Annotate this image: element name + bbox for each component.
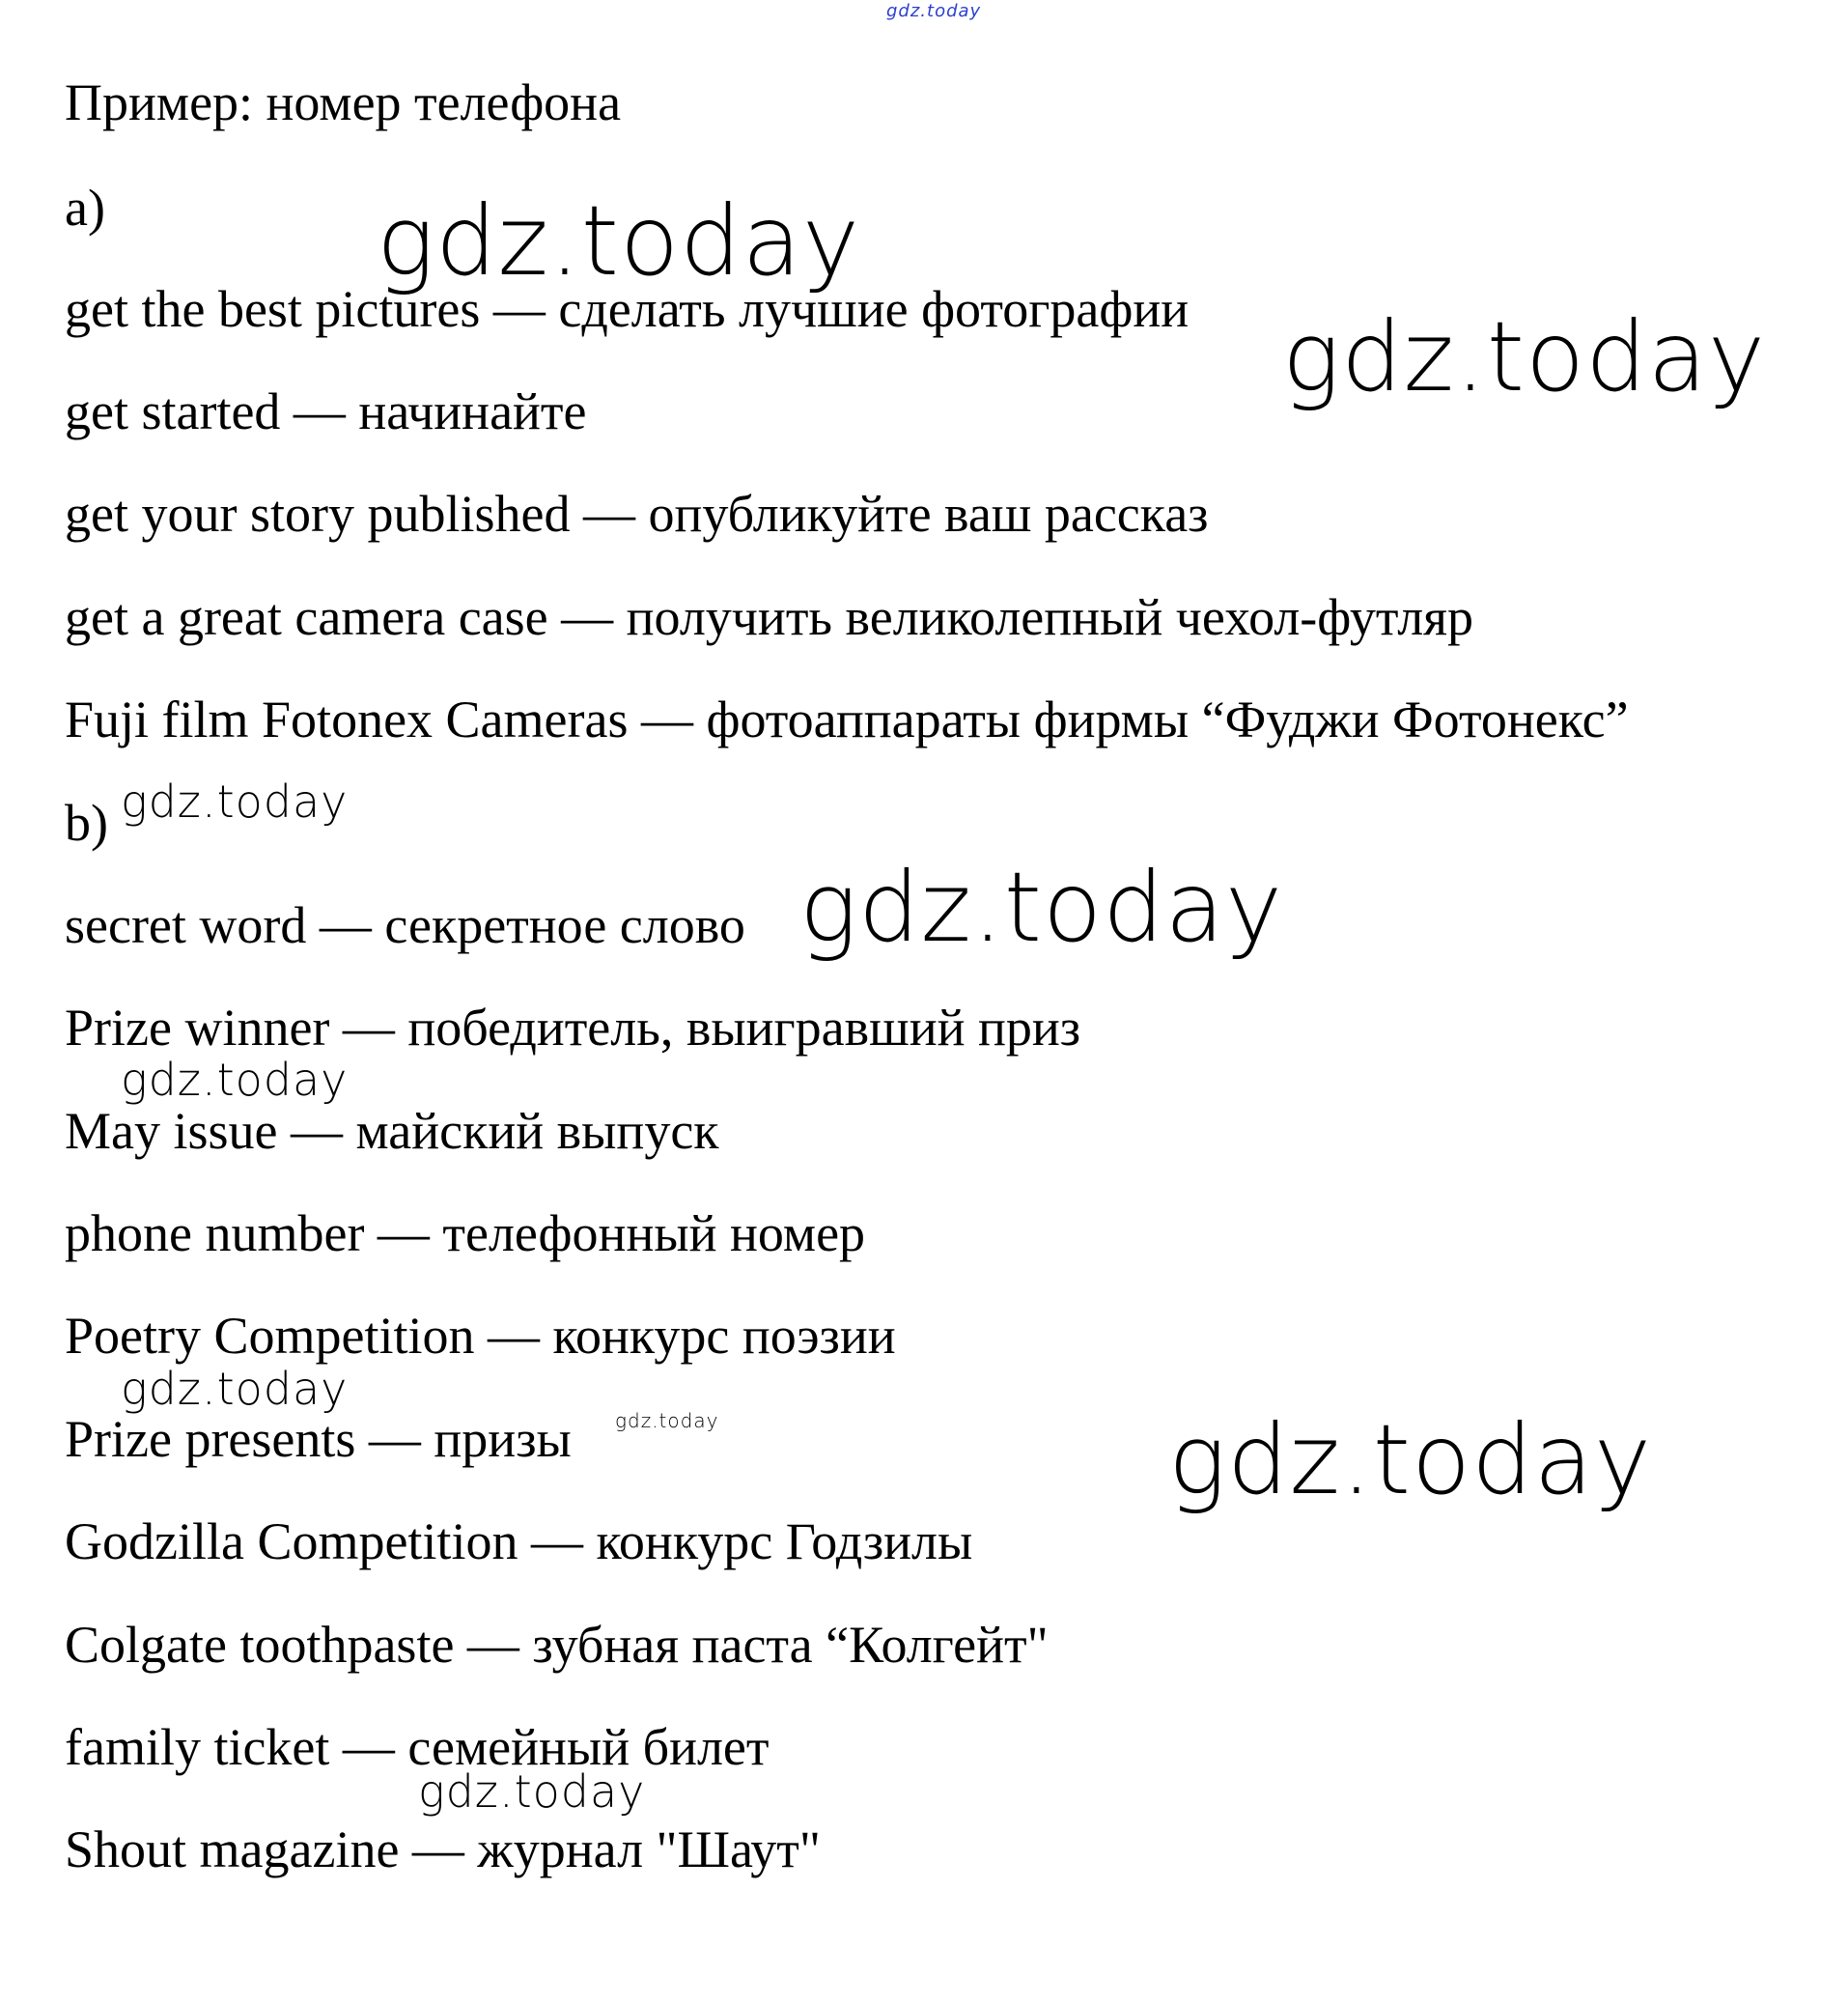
example-line: Пример: номер телефона — [65, 73, 622, 131]
section-b-label: b) — [65, 794, 108, 852]
watermark: gdz.today — [121, 1363, 349, 1415]
watermark: gdz.today — [615, 1409, 719, 1432]
section-b-item: Prize winner — победитель, выигравший приз — [65, 999, 1081, 1057]
section-b-item: phone number — телефонный номер — [65, 1204, 866, 1262]
section-b-item: Godzilla Competition — конкурс Годзилы — [65, 1512, 973, 1570]
section-b-item: Prize presents — призы — [65, 1410, 572, 1468]
watermark: gdz.today — [1282, 300, 1767, 413]
section-a-item: get your story published — опубликуйте ваш рассказ — [65, 485, 1209, 543]
watermark: gdz.today — [799, 851, 1284, 964]
section-a-item: Fuji film Fotonex Cameras — фотоаппараты фирмы “Фуджи Фотонекс” — [65, 691, 1629, 748]
header-watermark: gdz.today — [886, 1, 982, 21]
watermark: gdz.today — [1168, 1403, 1653, 1516]
watermark: gdz.today — [121, 776, 349, 828]
section-b-item: family ticket — семейный билет — [65, 1718, 770, 1776]
watermark: gdz.today — [121, 1054, 349, 1106]
watermark: gdz.today — [377, 184, 861, 297]
watermark: gdz.today — [418, 1765, 646, 1818]
section-b-item: Shout magazine — журнал "Шаут" — [65, 1820, 821, 1878]
section-b-item: Poetry Competition — конкурс поэзии — [65, 1307, 896, 1365]
section-b-item: secret word — секретное слово — [65, 896, 745, 954]
section-b-item: May issue — майский выпуск — [65, 1102, 719, 1160]
section-b-item: Colgate toothpaste — зубная паста “Колгейт" — [65, 1616, 1049, 1674]
section-a-item: get a great camera case — получить великолепный чехол-футляр — [65, 588, 1473, 646]
section-a-item: get the best pictures — сделать лучшие фотографии — [65, 280, 1190, 338]
section-a-label: a) — [65, 179, 105, 237]
section-a-item: get started — начинайте — [65, 382, 587, 440]
